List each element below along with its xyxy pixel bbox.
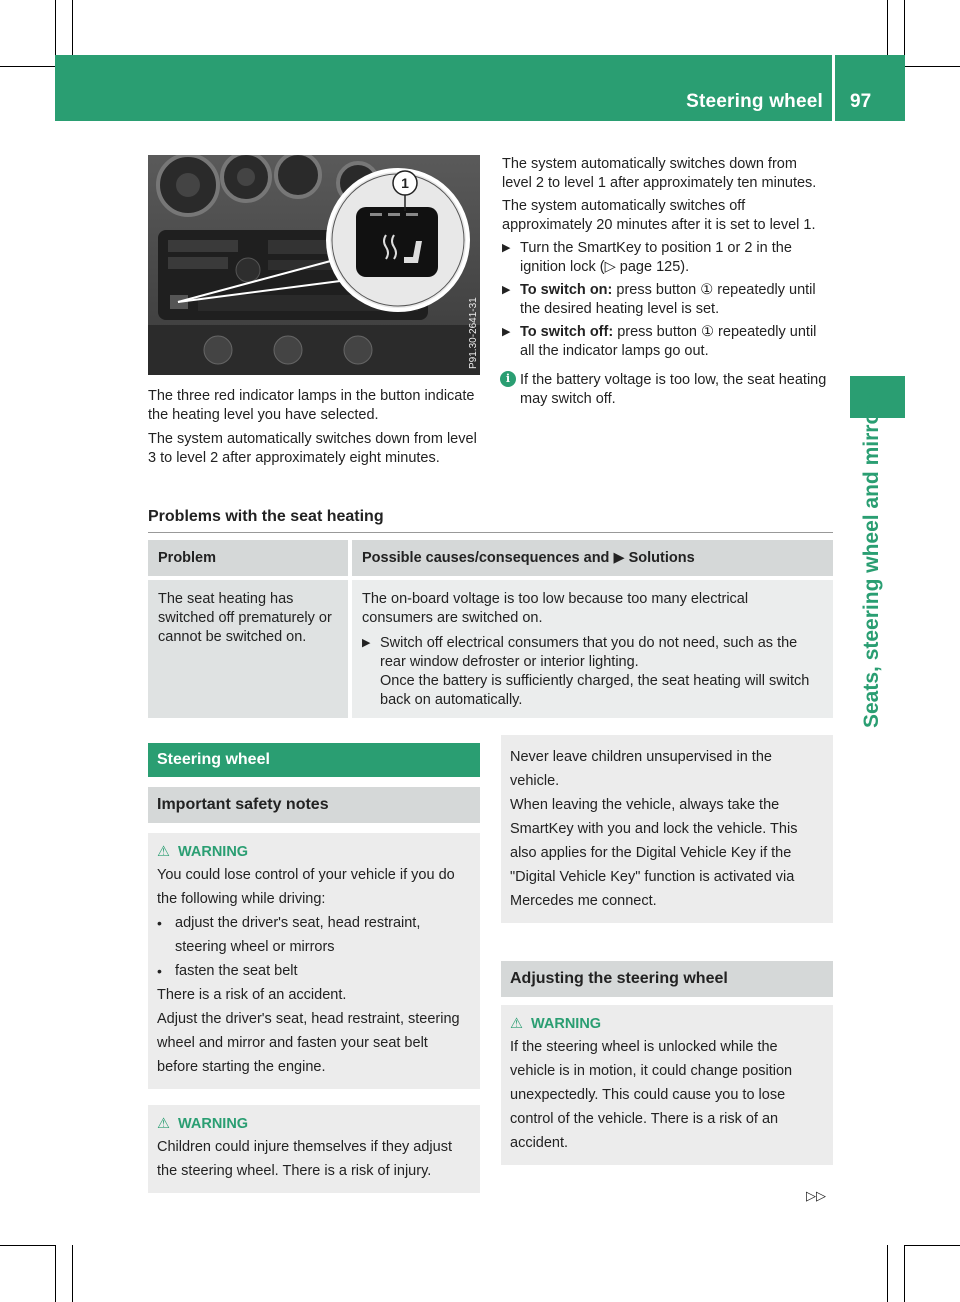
crop-mark	[905, 1245, 960, 1246]
crop-mark	[0, 1245, 55, 1246]
step-text: press button ① repeatedly until the desired heating level is set.	[520, 282, 816, 317]
arrow-icon: ▶	[502, 326, 511, 338]
subsection-heading: Important safety notes	[148, 787, 480, 823]
crop-mark	[887, 0, 888, 55]
warning-box	[148, 833, 480, 1089]
seat-heating-figure	[148, 155, 480, 375]
warning-text: If the steering wheel is unlocked while the vehicle is in motion, it could change position unexpectedly. This could cause you to lose control of the vehicle. There is a risk of an accident.	[510, 1039, 793, 1151]
bullet-icon: •	[157, 915, 162, 931]
notice-text: When leaving the vehicle, always take the SmartKey with you and lock the vehicle. This also applies for the Digital Vehicle Key if the "Digital Vehicle Key" function is activated via Mercedes me connect.	[510, 797, 798, 909]
subsection-heading: Adjusting the steering wheel	[501, 961, 833, 997]
header-title: Steering wheel	[686, 91, 823, 112]
continue-marker: ▷▷	[806, 1188, 826, 1203]
chapter-title-text: Seats, steering wheel and mirrors	[860, 391, 883, 728]
crop-mark	[55, 1245, 56, 1302]
arrow-icon: ▶	[502, 242, 511, 254]
notice-text: Never leave children unsupervised in the vehicle.	[510, 749, 772, 789]
bullet-icon: •	[157, 963, 162, 979]
step-text: press button ① repeatedly until all the indicator lamps go out.	[520, 324, 817, 359]
warning-title	[157, 1113, 471, 1135]
step-text: Turn the SmartKey to position 1 or 2 in the ignition lock (▷ page 125).	[520, 240, 792, 275]
dashboard-illustration	[148, 155, 480, 375]
warning-text: There is a risk of an accident.	[157, 987, 347, 1003]
step-label: To switch off:	[520, 324, 614, 340]
section-title: Problems with the seat heating	[148, 508, 384, 525]
steering-left-column	[148, 743, 480, 1193]
arrow-icon: ▶	[502, 284, 511, 296]
paragraph: The system automatically switches down from level 2 to level 1 after approximately ten minutes.	[502, 156, 817, 191]
figure-code: P91.30-2641-31	[468, 297, 479, 369]
crop-mark	[904, 1245, 905, 1302]
problems-heading	[148, 508, 833, 533]
info-text: If the battery voltage is too low, the seat heating may switch off.	[520, 372, 827, 407]
warning-label: WARNING	[178, 844, 249, 860]
instruction-step	[502, 323, 830, 361]
warning-text: You could lose control of your vehicle if you do the following while driving:	[157, 867, 455, 907]
crop-mark	[72, 1245, 73, 1302]
warning-title	[510, 1013, 824, 1035]
solution-cell	[350, 578, 833, 718]
table-header-row	[148, 540, 833, 578]
crop-mark	[887, 1245, 888, 1302]
page-number: 97	[850, 91, 872, 112]
section-heading: Steering wheel	[148, 743, 480, 777]
warning-triangle-icon: ⚠	[510, 1016, 523, 1032]
paragraph: The three red indicator lamps in the button indicate the heating level you have selected.	[148, 388, 475, 423]
header-text: Possible causes/consequences and ▶ Solutions	[362, 550, 695, 566]
step-text: Switch off electrical consumers that you do not need, such as the rear window defroster or interior lighting.	[380, 635, 798, 670]
warning-label: WARNING	[531, 1016, 602, 1032]
crop-mark	[905, 66, 960, 67]
crop-mark	[55, 0, 56, 55]
list-item	[157, 959, 471, 983]
step-text: Once the battery is sufficiently charged, the seat heating will switch back on automatically.	[380, 673, 810, 708]
paragraph: The system automatically switches down from level 3 to level 2 after approximately eight minutes.	[148, 431, 477, 466]
arrow-icon: ▶	[362, 637, 371, 649]
info-icon: i	[500, 371, 516, 387]
problem-text: The seat heating has switched off prematurely or cannot be switched on.	[158, 591, 332, 645]
warning-text: Adjust the driver's seat, head restraint, steering wheel and mirror and fasten your seat belt before starting the engine.	[157, 1011, 460, 1075]
list-item-text: adjust the driver's seat, head restraint, steering wheel or mirrors	[175, 915, 421, 955]
instruction-step	[502, 239, 830, 277]
warning-box	[501, 1005, 833, 1165]
problem-cell	[148, 578, 350, 718]
chapter-title	[860, 391, 900, 728]
crop-mark	[72, 0, 73, 55]
warning-triangle-icon: ⚠	[157, 1116, 170, 1132]
warning-label: WARNING	[178, 1116, 249, 1132]
page-header	[55, 55, 905, 121]
list-item-text: fasten the seat belt	[175, 963, 298, 979]
info-note	[502, 371, 830, 409]
crop-mark	[0, 66, 55, 67]
left-column-text	[148, 387, 478, 468]
warning-title	[157, 841, 471, 863]
table-row	[148, 578, 833, 718]
warning-triangle-icon: ⚠	[157, 844, 170, 860]
right-column-text	[502, 155, 830, 409]
children-notice-box	[501, 735, 833, 923]
header-text: Problem	[158, 550, 217, 566]
list-item	[157, 911, 471, 959]
warning-text: Children could injure themselves if they adjust the steering wheel. There is a risk of injury.	[157, 1139, 452, 1179]
instruction-step	[502, 281, 830, 319]
column-header-problem	[148, 540, 350, 578]
crop-mark	[904, 0, 905, 55]
warning-box	[148, 1105, 480, 1193]
step-label: To switch on:	[520, 282, 613, 298]
solution-step	[362, 634, 823, 710]
figure-callout: 1	[401, 175, 409, 191]
problems-table	[148, 540, 833, 718]
paragraph: The system automatically switches off approximately 20 minutes after it is set to level 1.	[502, 198, 816, 233]
steering-right-column	[501, 735, 833, 1165]
cause-text: The on-board voltage is too low because too many electrical consumers are switched on.	[362, 591, 749, 626]
column-header-solutions	[350, 540, 833, 578]
header-separator	[832, 55, 835, 121]
